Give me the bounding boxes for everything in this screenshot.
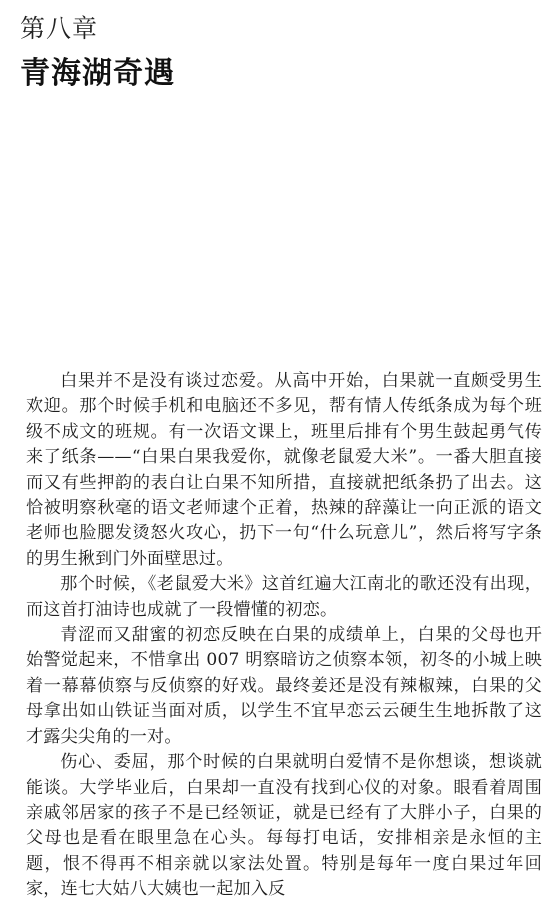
paragraph: 白果并不是没有谈过恋爱。从高中开始，白果就一直颇受男生欢迎。那个时候手机和电脑还不多见，帮有情人传纸条成为每个班级不成文的班规。有一次语文课上，班里后排有个男生鼓起勇气传来了纸条——“白果白果我爱你，就像老鼠爱大米”。一番大胆直接而又有些押韵的表白让白果不知所措，直接就把纸条扔了出去。这恰被明察秋毫的语文老师逮个正着，热辣的辞藻让一向正派的语文老师也脸腮发烫怒火攻心，扔下一句“什么玩意儿”，然后将写字条的男生揪到门外面壁思过。 — [26, 371, 542, 569]
paragraph: 那个时候，《老鼠爱大米》这首红遍大江南北的歌还没有出现，而这首打油诗也成就了一段懵懂的初恋。 — [26, 574, 542, 620]
chapter-body — [26, 369, 542, 903]
paragraph: 青涩而又甜蜜的初恋反映在白果的成绩单上，白果的父母也开始警觉起来，不惜拿出 007 明察暗访之侦察本领，初冬的小城上映着一幕幕侦察与反侦察的好戏。最终姜还是没有辣椒辣，白果的父母拿出如山铁证当面对质，以学生不宜早恋云云硬生生地拆散了这才露尖尖角的一对。 — [26, 625, 542, 747]
chapter-title: 青海湖奇遇 — [20, 56, 175, 91]
chapter-number: 第八章 — [20, 14, 99, 43]
paragraph: 伤心、委屈，那个时候的白果就明白爱情不是你想谈，想谈就能谈。大学毕业后，白果却一直没有找到心仪的对象。眼看着周围亲戚邻居家的孩子不是已经领证，就是已经有了大胖小子，白果的父母也是看在眼里急在心头。每每打电话，安排相亲是永恒的主题，恨不得再不相亲就以家法处置。特别是每年一度白果过年回家，连七大姑八大姨也一起加入反 — [26, 752, 542, 900]
